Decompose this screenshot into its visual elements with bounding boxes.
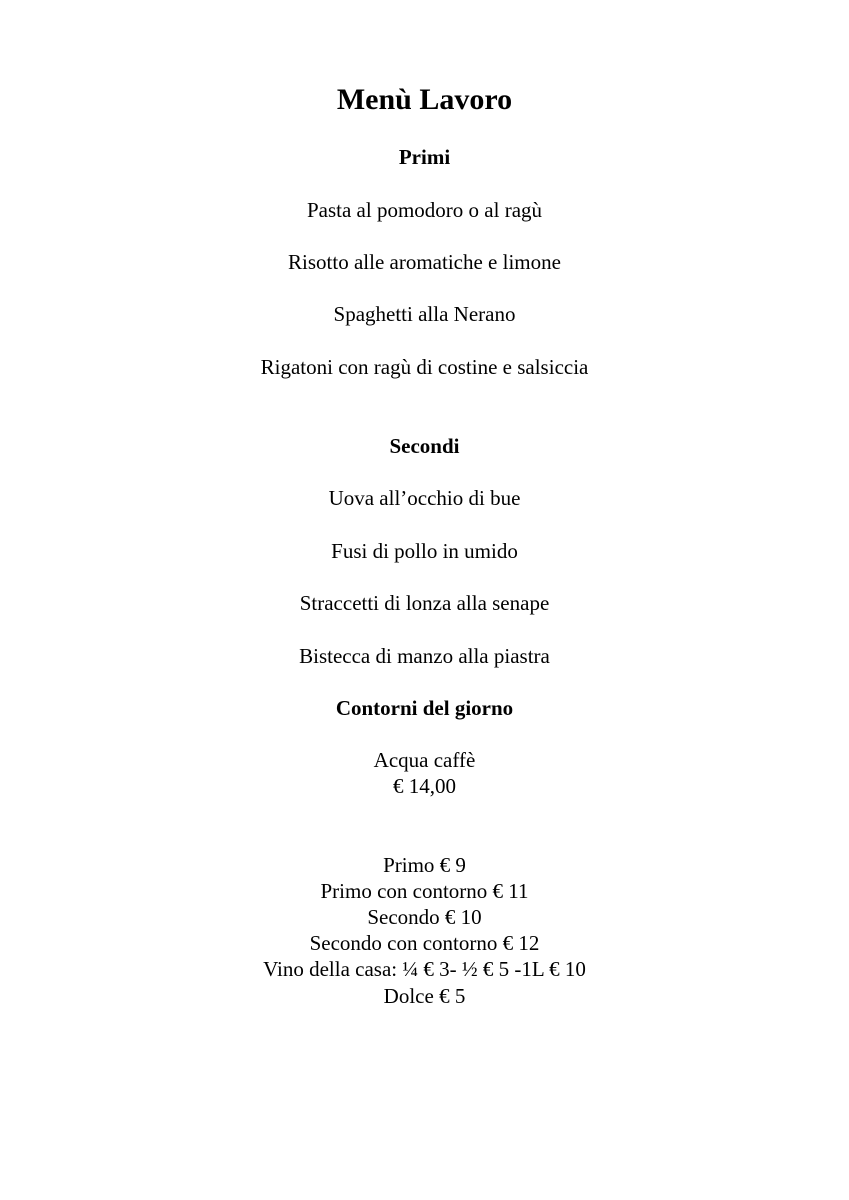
- section-heading-primi: Primi: [398, 145, 451, 169]
- menu-item: Fusi di pollo in umido: [331, 539, 518, 563]
- price-line: Secondo € 10: [367, 905, 482, 929]
- price-line: Dolce € 5: [383, 984, 466, 1008]
- menu-item: Uova all’occhio di bue: [328, 486, 521, 510]
- acqua-caffe-text: Acqua caffè: [373, 748, 476, 772]
- page-title: Menù Lavoro: [336, 83, 513, 116]
- section-heading-contorni: Contorni del giorno: [335, 696, 514, 720]
- menu-price: € 14,00: [393, 774, 456, 798]
- menu-item: Rigatoni con ragù di costine e salsiccia: [260, 355, 589, 379]
- price-line: Secondo con contorno € 12: [309, 931, 540, 955]
- price-line: Primo € 9: [383, 853, 466, 877]
- price-line: Primo con contorno € 11: [320, 879, 529, 903]
- price-line: Vino della casa: ¼ € 3- ½ € 5 -1L € 10: [263, 957, 586, 981]
- menu-item: Bistecca di manzo alla piastra: [299, 644, 550, 668]
- menu-item: Risotto alle aromatiche e limone: [288, 250, 561, 274]
- menu-item: Straccetti di lonza alla senape: [299, 591, 550, 615]
- menu-item: Pasta al pomodoro o al ragù: [306, 198, 543, 222]
- menu-item: Spaghetti alla Nerano: [333, 302, 516, 326]
- section-heading-secondi: Secondi: [389, 434, 460, 458]
